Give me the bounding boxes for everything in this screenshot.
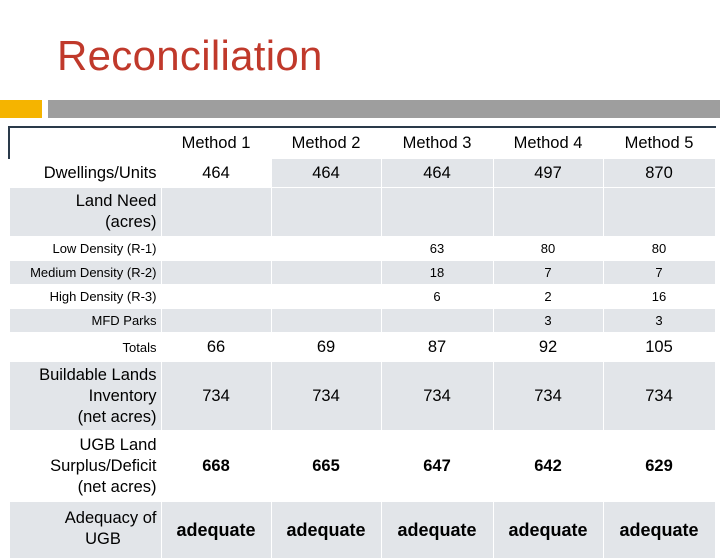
table-row	[9, 502, 715, 559]
header-method-2: Method 2	[271, 127, 381, 159]
cell: 870	[603, 159, 715, 188]
cell: adequate	[271, 502, 381, 559]
cell: 497	[493, 159, 603, 188]
cell	[161, 261, 271, 285]
reconciliation-table	[8, 126, 716, 559]
cell: 92	[493, 333, 603, 362]
page-title: Reconciliation	[57, 32, 323, 79]
cell	[161, 285, 271, 309]
row-label-low-density: Low Density (R-1)	[9, 237, 161, 261]
row-label-mfd-parks: MFD Parks	[9, 309, 161, 333]
cell	[493, 188, 603, 237]
table-row	[9, 333, 715, 362]
row-label-adequacy	[9, 502, 161, 559]
label-line: Land Need	[75, 192, 157, 210]
row-label-high-density: High Density (R-3)	[9, 285, 161, 309]
cell: adequate	[161, 502, 271, 559]
cell	[271, 261, 381, 285]
label-line: Adequacy of	[64, 509, 157, 527]
cell: 642	[493, 431, 603, 502]
cell	[271, 237, 381, 261]
label-line: Surplus/Deficit	[50, 456, 157, 475]
header-method-4: Method 4	[493, 127, 603, 159]
row-label-ugb-surplus	[9, 431, 161, 502]
cell	[271, 285, 381, 309]
row-label-totals: Totals	[9, 333, 161, 362]
table-row	[9, 362, 715, 431]
row-label-medium-density: Medium Density (R-2)	[9, 261, 161, 285]
cell: 665	[271, 431, 381, 502]
cell: 629	[603, 431, 715, 502]
row-label-buildable-lands	[9, 362, 161, 431]
cell: 80	[493, 237, 603, 261]
table-row	[9, 431, 715, 502]
header-row	[9, 127, 715, 159]
cell: 734	[381, 362, 493, 431]
accent-bar-orange	[0, 100, 42, 118]
accent-bar-gray	[48, 100, 720, 118]
cell: adequate	[493, 502, 603, 559]
cell	[161, 237, 271, 261]
cell: adequate	[381, 502, 493, 559]
label-line: (net acres)	[77, 407, 157, 426]
cell: 63	[381, 237, 493, 261]
cell	[381, 188, 493, 237]
cell: 18	[381, 261, 493, 285]
cell: 105	[603, 333, 715, 362]
cell: 69	[271, 333, 381, 362]
cell: 734	[161, 362, 271, 431]
cell	[381, 309, 493, 333]
cell	[603, 188, 715, 237]
cell: 464	[381, 159, 493, 188]
cell: 668	[161, 431, 271, 502]
row-label-dwellings: Dwellings/Units	[9, 159, 161, 188]
table-row	[9, 261, 715, 285]
cell: 16	[603, 285, 715, 309]
header-corner	[9, 127, 161, 159]
header-method-1: Method 1	[161, 127, 271, 159]
label-line: UGB Land	[79, 435, 157, 454]
table-row	[9, 159, 715, 188]
cell: 66	[161, 333, 271, 362]
cell	[161, 309, 271, 333]
table-row	[9, 309, 715, 333]
cell	[271, 188, 381, 237]
cell: 87	[381, 333, 493, 362]
label-line: Buildable Lands	[39, 365, 157, 384]
header-method-3: Method 3	[381, 127, 493, 159]
cell	[271, 309, 381, 333]
cell: adequate	[603, 502, 715, 559]
header-method-5: Method 5	[603, 127, 715, 159]
label-line: (acres)	[105, 213, 157, 231]
cell: 3	[603, 309, 715, 333]
cell: 734	[493, 362, 603, 431]
cell: 734	[603, 362, 715, 431]
table-row	[9, 285, 715, 309]
cell	[161, 188, 271, 237]
cell: 464	[271, 159, 381, 188]
cell: 2	[493, 285, 603, 309]
cell: 464	[161, 159, 271, 188]
cell: 3	[493, 309, 603, 333]
cell: 80	[603, 237, 715, 261]
label-line: Inventory	[88, 386, 157, 405]
cell: 7	[603, 261, 715, 285]
row-label-land-need	[9, 188, 161, 237]
label-line: (net acres)	[77, 477, 157, 496]
label-line: UGB	[85, 530, 121, 548]
cell: 7	[493, 261, 603, 285]
table-row	[9, 237, 715, 261]
table-row	[9, 188, 715, 237]
cell: 6	[381, 285, 493, 309]
cell: 734	[271, 362, 381, 431]
cell: 647	[381, 431, 493, 502]
